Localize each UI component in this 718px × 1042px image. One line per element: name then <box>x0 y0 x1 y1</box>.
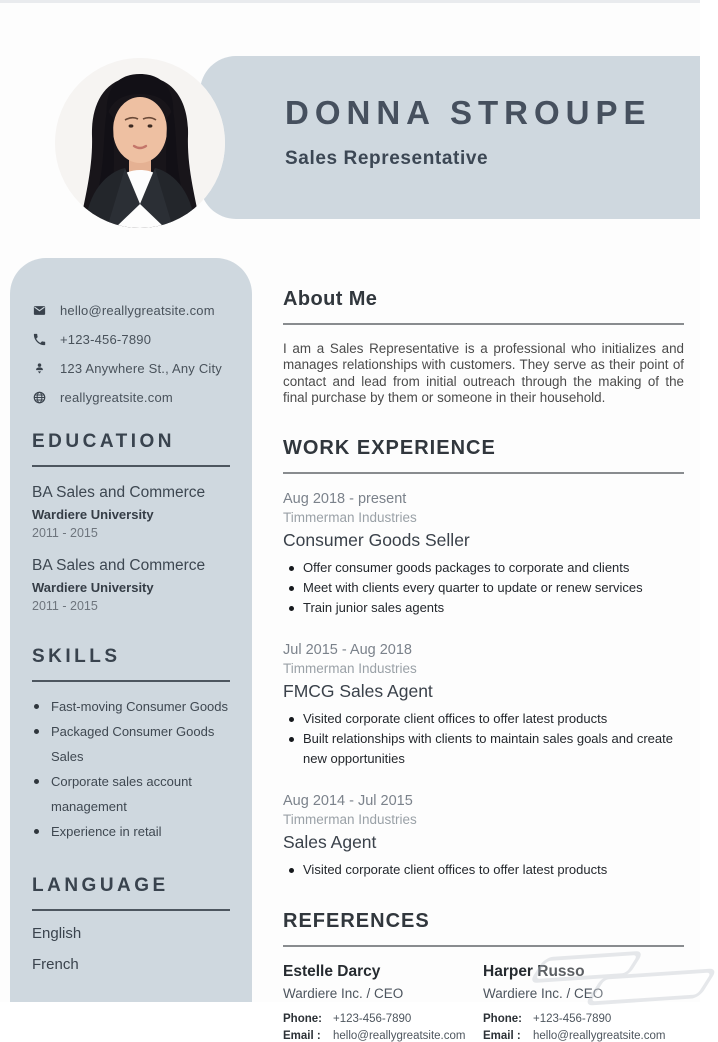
job-bullet-list <box>283 709 684 769</box>
phone-label: Phone: <box>483 1012 522 1025</box>
skill-item: Corporate sales account management <box>32 769 230 819</box>
skills-heading: SKILLS <box>32 646 121 667</box>
email-label: Email : <box>283 1029 321 1042</box>
education-heading: EDUCATION <box>32 431 176 452</box>
job-title: Sales Agent <box>283 831 377 852</box>
skills-section <box>32 646 230 844</box>
skills-divider <box>32 680 230 682</box>
reference-phone-row <box>483 1013 683 1025</box>
contact-block <box>32 302 230 405</box>
phone-icon <box>32 332 47 347</box>
reference-phone: +123-456-7890 <box>333 1012 412 1025</box>
header-banner <box>200 56 700 219</box>
reference-email-row <box>283 1030 483 1042</box>
references-grid <box>283 963 684 1042</box>
page-top-divider <box>0 0 700 3</box>
work-experience-heading: WORK EXPERIENCE <box>283 436 496 459</box>
phone-label: Phone: <box>283 1012 322 1025</box>
main-column <box>283 288 684 1042</box>
education-divider <box>32 465 230 467</box>
language-section <box>32 875 230 973</box>
profile-photo <box>55 58 225 228</box>
email-label: Email : <box>483 1029 521 1042</box>
reference-name: Harper Russo <box>483 962 585 980</box>
education-degree: BA Sales and Commerce <box>32 484 206 501</box>
job-bullet: Visited corporate client offices to offer latest products <box>283 709 684 729</box>
job-company: Timmerman Industries <box>283 811 417 827</box>
language-divider <box>32 909 230 911</box>
job-bullet: Train junior sales agents <box>283 598 684 618</box>
skill-item: Experience in retail <box>32 819 230 844</box>
globe-icon <box>32 390 47 405</box>
contact-row-website <box>32 389 230 405</box>
language-list <box>32 925 230 973</box>
job-company: Timmerman Industries <box>283 660 417 676</box>
contact-email: hello@reallygreatsite.com <box>60 302 215 318</box>
reference-entry <box>283 963 483 1042</box>
contact-row-address <box>32 360 230 376</box>
portrait-illustration <box>55 58 225 228</box>
reference-phone-row <box>283 1013 483 1025</box>
education-section <box>32 431 230 613</box>
education-years: 2011 - 2015 <box>32 526 98 540</box>
language-item: English <box>32 925 82 942</box>
about-divider <box>283 323 684 325</box>
references-heading: REFERENCES <box>283 909 430 932</box>
references-divider <box>283 945 684 947</box>
skills-list <box>32 694 230 844</box>
envelope-icon <box>32 303 47 318</box>
about-heading: About Me <box>283 288 378 310</box>
reference-name: Estelle Darcy <box>283 962 381 980</box>
person-job-title: Sales Representative <box>285 148 489 169</box>
job-dates: Jul 2015 - Aug 2018 <box>283 641 412 658</box>
job-bullet: Built relationships with clients to maintain sales goals and create new opportunities <box>283 729 684 769</box>
job-title: FMCG Sales Agent <box>283 680 433 701</box>
header-text-block <box>285 94 651 170</box>
about-paragraph: I am a Sales Representative is a professional who initializes and manages relationships with customers. They serve as their point of contact and lead from initial outreach through the making of the final purchase by them or someone in their household. <box>283 341 684 406</box>
reference-entry <box>483 963 683 1042</box>
reference-email: hello@reallygreatsite.com <box>533 1029 666 1042</box>
reference-email-row <box>483 1030 683 1042</box>
language-heading: LANGUAGE <box>32 875 169 896</box>
job-bullet-list <box>283 860 684 880</box>
job-entry <box>283 491 684 618</box>
reference-role: Wardiere Inc. / CEO <box>483 985 604 1001</box>
references-section <box>283 910 684 1042</box>
language-item: French <box>32 956 79 973</box>
contact-row-phone <box>32 331 230 347</box>
sidebar-panel <box>10 258 252 1002</box>
job-bullet: Meet with clients every quarter to update or renew services <box>283 578 684 598</box>
contact-website: reallygreatsite.com <box>60 389 173 405</box>
work-experience-divider <box>283 472 684 474</box>
education-entry <box>32 484 230 540</box>
job-bullet-list <box>283 558 684 618</box>
job-bullet: Visited corporate client offices to offer latest products <box>283 860 684 880</box>
job-bullet: Offer consumer goods packages to corporate and clients <box>283 558 684 578</box>
reference-phone: +123-456-7890 <box>533 1012 612 1025</box>
education-school: Wardiere University <box>32 580 154 595</box>
about-section <box>283 288 684 407</box>
job-entry <box>283 642 684 769</box>
skill-item: Fast-moving Consumer Goods <box>32 694 230 719</box>
job-title: Consumer Goods Seller <box>283 529 470 550</box>
location-icon <box>32 361 47 376</box>
job-dates: Aug 2014 - Jul 2015 <box>283 792 413 809</box>
job-dates: Aug 2018 - present <box>283 490 407 507</box>
contact-phone: +123-456-7890 <box>60 331 152 347</box>
work-experience-section <box>283 437 684 880</box>
person-name: DONNA STROUPE <box>285 94 652 131</box>
job-entry <box>283 793 684 880</box>
education-entry <box>32 557 230 613</box>
education-school: Wardiere University <box>32 507 154 522</box>
contact-row-email <box>32 302 230 318</box>
skill-item: Packaged Consumer Goods Sales <box>32 719 230 769</box>
job-company: Timmerman Industries <box>283 509 417 525</box>
contact-address: 123 Anywhere St., Any City <box>60 360 223 376</box>
reference-email: hello@reallygreatsite.com <box>333 1029 466 1042</box>
education-degree: BA Sales and Commerce <box>32 557 206 574</box>
education-years: 2011 - 2015 <box>32 599 98 613</box>
reference-role: Wardiere Inc. / CEO <box>283 985 404 1001</box>
